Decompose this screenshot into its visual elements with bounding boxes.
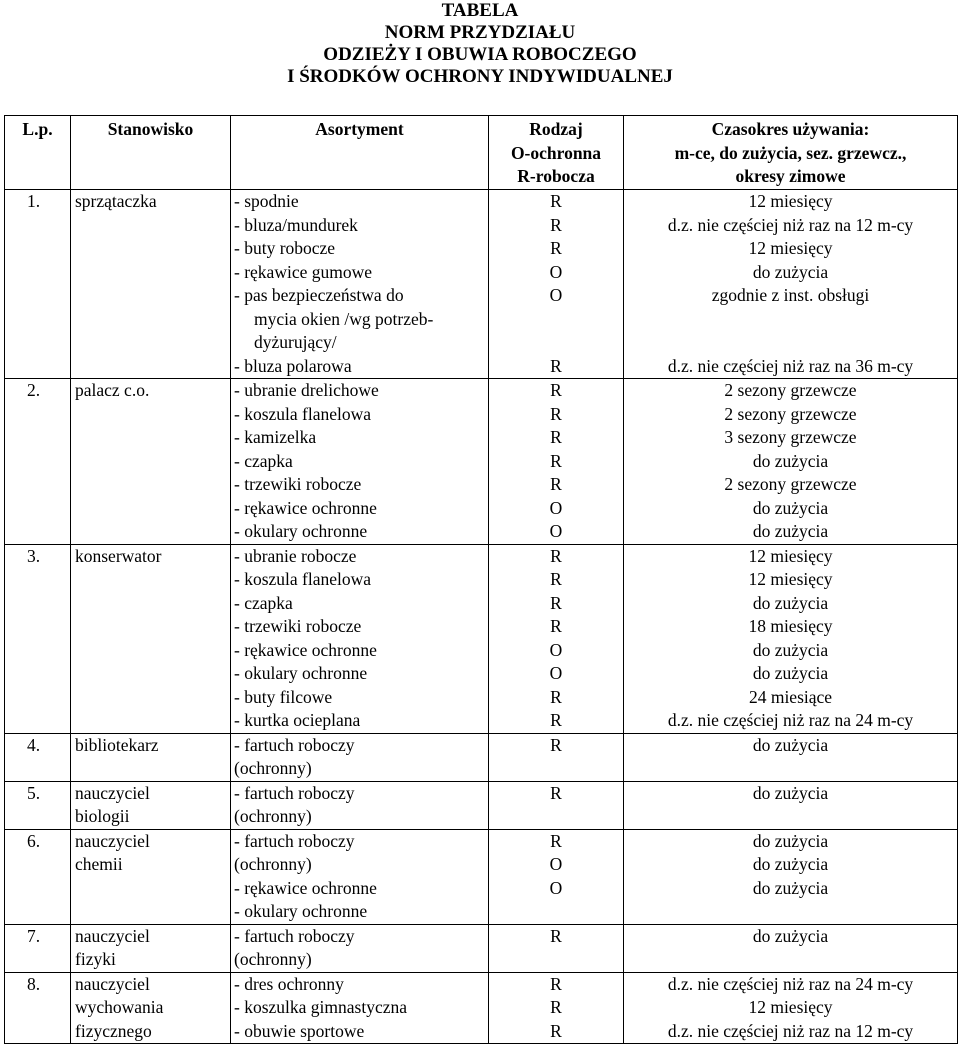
type-value: R	[550, 545, 562, 566]
norms-table	[4, 115, 958, 1044]
type-value: R	[550, 355, 562, 376]
assortment-item: (ochronny)	[234, 854, 312, 874]
position-line: nauczyciel	[75, 830, 150, 851]
period-value: do zużycia	[752, 854, 829, 874]
position-line: biologii	[75, 806, 130, 826]
assortment-item: - kamizelka	[234, 427, 317, 447]
type-value: O	[549, 497, 563, 518]
period-value: do zużycia	[752, 782, 829, 803]
assortment-item: - rękawice gumowe	[234, 261, 372, 282]
position-cell	[71, 190, 231, 379]
assortment-item: (ochronny)	[234, 949, 312, 969]
row-number	[5, 190, 71, 379]
type-value	[489, 331, 623, 355]
type-value: R	[550, 450, 562, 471]
type-cell	[489, 829, 624, 924]
period-cell	[624, 972, 958, 1044]
period-value: 2 sezony grzewcze	[724, 403, 857, 424]
period-value: 12 miesięcy	[748, 545, 833, 566]
type-value: O	[549, 521, 563, 541]
type-cell	[489, 972, 624, 1044]
period-cell	[624, 379, 958, 545]
table-row	[5, 190, 958, 379]
type-value: O	[549, 663, 563, 683]
type-value: R	[550, 1020, 562, 1041]
assortment-item: - czapka	[234, 450, 293, 471]
period-value	[624, 757, 957, 781]
type-value: R	[550, 782, 562, 803]
assortment-item: (ochronny)	[234, 758, 312, 778]
assortment-item: - spodnie	[234, 191, 299, 211]
assortment-cell	[231, 924, 489, 972]
assortment-item: - ubranie robocze	[234, 545, 357, 566]
type-value: R	[550, 686, 562, 707]
type-value: R	[550, 474, 562, 494]
assortment-item: - buty robocze	[234, 238, 336, 258]
type-value: R	[550, 427, 562, 447]
type-value: R	[550, 734, 562, 755]
type-value: R	[550, 592, 562, 613]
period-cell	[624, 733, 958, 781]
assortment-item: - pas bezpieczeństwa do	[234, 285, 404, 305]
position-cell	[71, 829, 231, 924]
period-value: 2 sezony grzewcze	[724, 380, 857, 400]
period-value: d.z. nie częściej niż raz na 24 m-cy	[667, 710, 914, 730]
assortment-item: - dres ochronny	[234, 973, 344, 994]
type-cell	[489, 544, 624, 733]
assortment-item: - fartuch roboczy	[234, 782, 355, 803]
assortment-item: - buty filcowe	[234, 686, 333, 707]
assortment-cell	[231, 829, 489, 924]
type-value: R	[550, 830, 562, 851]
row-number	[5, 781, 71, 829]
header-type: Rodzaj O-ochronna R-robocza	[489, 116, 624, 190]
period-value	[624, 805, 957, 829]
position-cell	[71, 781, 231, 829]
position-line: konserwator	[75, 545, 162, 566]
assortment-item: - czapka	[234, 592, 293, 613]
table-row	[5, 972, 958, 1044]
assortment-item: - rękawice ochronne	[234, 877, 377, 898]
period-value: zgodnie z inst. obsługi	[711, 285, 870, 305]
assortment-cell	[231, 379, 489, 545]
type-value: R	[550, 616, 562, 636]
type-value: O	[549, 261, 563, 282]
type-value: R	[550, 214, 562, 235]
type-value	[489, 900, 623, 924]
period-value: do zużycia	[752, 497, 829, 518]
position-cell	[71, 972, 231, 1044]
position-line: sprzątaczka	[75, 191, 157, 211]
row-number-text: 4.	[27, 734, 41, 755]
assortment-item: - kurtka ocieplana	[234, 710, 361, 730]
period-value: do zużycia	[752, 261, 829, 282]
table-row	[5, 544, 958, 733]
period-value: do zużycia	[752, 925, 829, 946]
type-cell	[489, 781, 624, 829]
period-value: do zużycia	[752, 521, 829, 541]
type-value: R	[550, 710, 562, 730]
assortment-cell	[231, 972, 489, 1044]
type-cell	[489, 379, 624, 545]
table-row	[5, 829, 958, 924]
assortment-cell	[231, 781, 489, 829]
type-value: O	[549, 854, 563, 874]
title-line: I ŚRODKÓW OCHRONY INDYWIDUALNEJ	[287, 66, 673, 87]
period-cell	[624, 544, 958, 733]
type-value: R	[550, 997, 562, 1017]
assortment-cell	[231, 190, 489, 379]
assortment-item: - okulary ochronne	[234, 663, 368, 683]
period-value: do zużycia	[752, 450, 829, 471]
period-value: d.z. nie częściej niż raz na 24 m-cy	[667, 973, 914, 994]
period-value: d.z. nie częściej niż raz na 12 m-cy	[667, 1020, 914, 1041]
type-value: R	[550, 403, 562, 424]
document-title	[0, 0, 960, 88]
type-value: O	[549, 285, 563, 305]
row-number-text: 6.	[27, 830, 41, 851]
period-value: 24 miesiące	[748, 686, 833, 707]
type-value: R	[550, 191, 562, 211]
title-line: ODZIEŻY I OBUWIA ROBOCZEGO	[323, 44, 637, 65]
position-cell	[71, 924, 231, 972]
period-value: 12 miesięcy	[748, 997, 833, 1017]
period-cell	[624, 829, 958, 924]
period-value: do zużycia	[752, 639, 829, 660]
period-value	[624, 948, 957, 972]
period-cell	[624, 190, 958, 379]
position-cell	[71, 544, 231, 733]
period-value	[624, 900, 957, 924]
row-number-text: 2.	[27, 380, 41, 400]
type-cell	[489, 733, 624, 781]
assortment-item: - koszula flanelowa	[234, 403, 372, 424]
period-value: do zużycia	[752, 663, 829, 683]
table-row	[5, 924, 958, 972]
position-line: fizycznego	[75, 1020, 152, 1041]
period-value: 2 sezony grzewcze	[724, 474, 857, 494]
type-cell	[489, 924, 624, 972]
assortment-item: - koszulka gimnastyczna	[234, 997, 408, 1017]
assortment-item: dyżurujący/	[254, 332, 337, 352]
assortment-cell	[231, 544, 489, 733]
type-value: R	[550, 973, 562, 994]
row-number	[5, 544, 71, 733]
position-line: fizyki	[75, 949, 116, 969]
assortment-item: - obuwie sportowe	[234, 1020, 365, 1041]
position-cell	[71, 379, 231, 545]
assortment-item: - bluza polarowa	[234, 355, 352, 376]
type-value: R	[550, 380, 562, 400]
position-line: bibliotekarz	[75, 734, 159, 755]
period-value: do zużycia	[752, 734, 829, 755]
period-value: do zużycia	[752, 877, 829, 898]
row-number	[5, 829, 71, 924]
type-cell	[489, 190, 624, 379]
assortment-item: - rękawice ochronne	[234, 639, 377, 660]
assortment-item: - okulary ochronne	[234, 901, 368, 921]
assortment-item: - koszula flanelowa	[234, 569, 372, 589]
assortment-item: - trzewiki robocze	[234, 616, 362, 636]
row-number	[5, 924, 71, 972]
row-number-text: 3.	[27, 545, 41, 566]
type-value	[489, 308, 623, 332]
position-line: nauczyciel	[75, 782, 150, 803]
row-number-text: 1.	[27, 191, 41, 211]
assortment-item: - okulary ochronne	[234, 521, 368, 541]
row-number-text: 8.	[27, 973, 41, 994]
period-value: 12 miesięcy	[748, 191, 833, 211]
title-line: TABELA	[441, 0, 519, 21]
position-cell	[71, 733, 231, 781]
position-line: palacz c.o.	[75, 380, 150, 400]
type-value: O	[549, 639, 563, 660]
period-value: do zużycia	[752, 830, 829, 851]
position-line: wychowania	[75, 997, 164, 1017]
table-row	[5, 733, 958, 781]
header-assortment: Asortyment	[231, 116, 489, 190]
header-period: Czasokres używania: m-ce, do zużycia, sez. grzewcz., okresy zimowe	[624, 116, 958, 190]
row-number	[5, 972, 71, 1044]
assortment-item: (ochronny)	[234, 806, 312, 826]
position-line: nauczyciel	[75, 973, 150, 994]
row-number	[5, 379, 71, 545]
period-value: 12 miesięcy	[748, 238, 833, 258]
period-cell	[624, 924, 958, 972]
assortment-item: - bluza/mundurek	[234, 214, 358, 235]
period-value	[624, 331, 957, 355]
assortment-item: - fartuch roboczy	[234, 734, 355, 755]
table-row	[5, 781, 958, 829]
type-value: R	[550, 925, 562, 946]
assortment-cell	[231, 733, 489, 781]
type-value	[489, 805, 623, 829]
header-row	[5, 116, 958, 190]
table-row	[5, 379, 958, 545]
assortment-item: - trzewiki robocze	[234, 474, 362, 494]
period-value: do zużycia	[752, 592, 829, 613]
period-cell	[624, 781, 958, 829]
type-value: O	[549, 877, 563, 898]
assortment-item: - fartuch roboczy	[234, 925, 355, 946]
type-value: R	[550, 238, 562, 258]
header-lp: L.p.	[5, 116, 71, 190]
period-value: d.z. nie częściej niż raz na 12 m-cy	[667, 214, 914, 235]
period-value: 18 miesięcy	[748, 616, 833, 636]
type-value	[489, 757, 623, 781]
row-number	[5, 733, 71, 781]
assortment-item: - ubranie drelichowe	[234, 380, 379, 400]
period-value: 12 miesięcy	[748, 569, 833, 589]
assortment-item: - fartuch roboczy	[234, 830, 355, 851]
position-line: chemii	[75, 854, 123, 874]
position-line: nauczyciel	[75, 925, 150, 946]
type-value: R	[550, 569, 562, 589]
title-line: NORM PRZYDZIAŁU	[384, 22, 576, 43]
period-value: 3 sezony grzewcze	[724, 427, 857, 447]
header-position: Stanowisko	[71, 116, 231, 190]
row-number-text: 7.	[27, 925, 41, 946]
period-value	[624, 308, 957, 332]
assortment-item: - rękawice ochronne	[234, 497, 377, 518]
assortment-item: mycia okien /wg potrzeb-	[254, 308, 434, 329]
period-value: d.z. nie częściej niż raz na 36 m-cy	[667, 355, 914, 376]
row-number-text: 5.	[27, 782, 41, 803]
type-value	[489, 948, 623, 972]
